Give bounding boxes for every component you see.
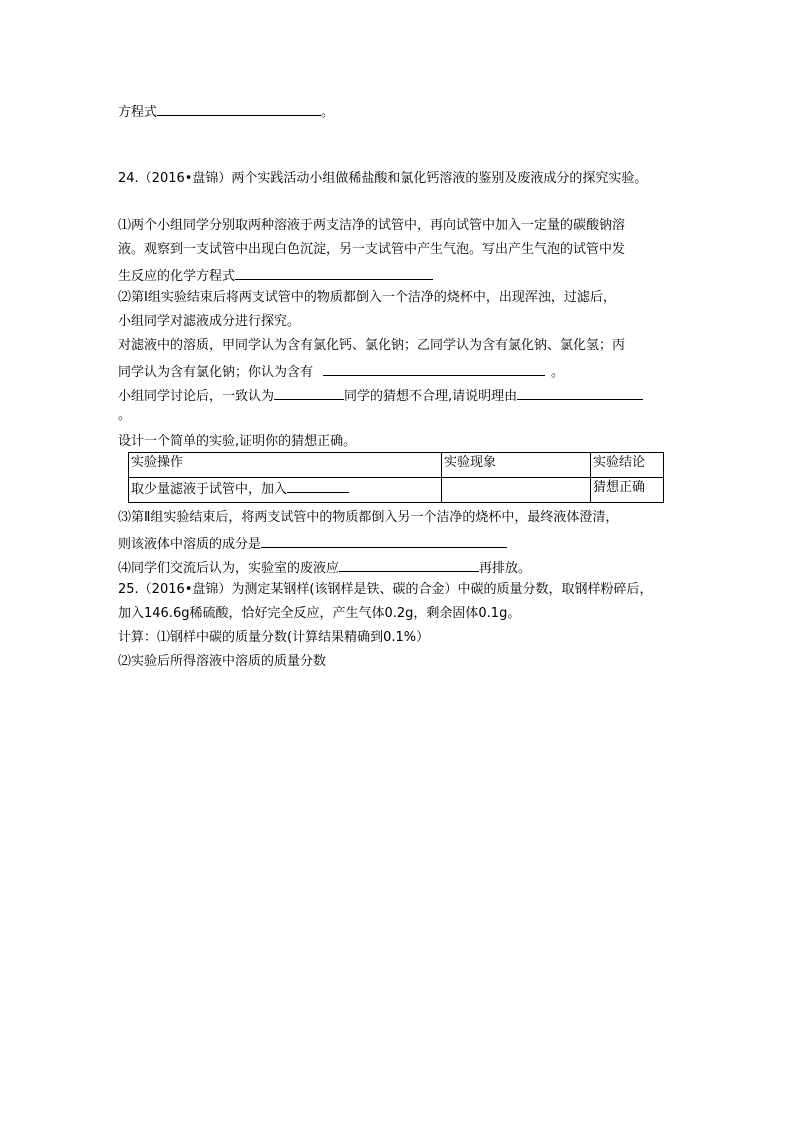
text-line xyxy=(118,361,564,382)
table-cell xyxy=(129,478,442,503)
answer-blank[interactable] xyxy=(323,361,545,376)
text-line: ⑶第Ⅱ组实验结束后，将两支试管中的物质都倒入另一个洁净的烧杯中，最终液体澄清， xyxy=(118,510,619,525)
text-line: 小组同学对滤液成分进行探究。 xyxy=(118,314,301,329)
text-line xyxy=(118,557,531,578)
text-line: 对滤液中的溶质，甲同学认为含有氯化钙、氯化钠；乙同学认为含有氯化钠、氯化氢；丙 xyxy=(118,338,626,353)
line-text: 再排放。 xyxy=(479,561,532,576)
table-row xyxy=(129,453,664,478)
text-line: ⑵第Ⅰ组实验结束后将两支试管中的物质都倒入一个洁净的烧杯中，出现浑浊，过滤后， xyxy=(118,290,616,305)
table-cell: 猜想正确 xyxy=(591,478,664,503)
text-line xyxy=(118,101,334,122)
table-header-cell: 实验操作 xyxy=(129,453,442,478)
line-text: 。 xyxy=(321,105,335,120)
text-line: ⑴两个小组同学分别取两种溶液于两支洁净的试管中，再向试管中加入一定量的碳酸钠溶 xyxy=(118,218,626,233)
text-line xyxy=(118,533,507,554)
answer-blank[interactable] xyxy=(157,101,321,116)
text-line: 计算：⑴钢样中碳的质量分数(计算结果精确到0.1%） xyxy=(118,630,430,645)
line-text: 生反应的化学方程式 xyxy=(118,269,236,284)
text-line: ⑵实验后所得溶液中溶质的质量分数 xyxy=(118,654,327,669)
line-text: 方程式 xyxy=(118,105,158,120)
line-text: 同学的猜想不合理,请说明理由 xyxy=(344,389,518,404)
table-cell[interactable] xyxy=(442,478,591,503)
line-text: 小组同学讨论后，一致认为 xyxy=(118,389,275,404)
line-text: 则该液体中溶质的成分是 xyxy=(118,537,262,552)
text-line xyxy=(118,385,643,406)
table-row xyxy=(129,478,664,503)
line-text: 。 xyxy=(551,365,565,380)
answer-blank[interactable] xyxy=(274,385,344,400)
answer-blank[interactable] xyxy=(339,557,479,572)
cell-text: 取少量滤液于试管中，加入 xyxy=(131,482,288,497)
answer-blank[interactable] xyxy=(261,533,507,548)
text-line: 液。观察到一支试管中出现白色沉淀，另一支试管中产生气泡。写出产生气泡的试管中发 xyxy=(118,242,626,257)
table-header-cell: 实验现象 xyxy=(442,453,591,478)
text-line: 设计一个简单的实验,证明你的猜想正确。 xyxy=(118,434,357,449)
answer-blank[interactable] xyxy=(287,478,349,493)
experiment-table xyxy=(128,452,664,503)
line-text: 同学认为含有氯化钠；你认为含有 xyxy=(118,365,314,380)
answer-blank[interactable] xyxy=(235,265,433,280)
text-line xyxy=(118,265,433,286)
line-text: ⑷同学们交流后认为，实验室的废液应 xyxy=(118,561,340,576)
question-24-stem: 24.（2016•盘锦）两个实践活动小组做稀盐酸和氯化钙溶液的鉴别及废液成分的探究实验。 xyxy=(118,171,648,186)
answer-blank[interactable] xyxy=(517,385,643,400)
question-25-stem: 25.（2016•盘锦）为测定某钢样(该钢样是铁、碳的合金）中碳的质量分数，取钢样粉碎后， xyxy=(118,582,653,597)
table-header-cell: 实验结论 xyxy=(591,453,664,478)
text-line: 。 xyxy=(118,408,132,423)
text-line: 加入146.6g稀硫酸，恰好完全反应，产生气体0.2g，剩余固体0.1g。 xyxy=(118,606,521,621)
